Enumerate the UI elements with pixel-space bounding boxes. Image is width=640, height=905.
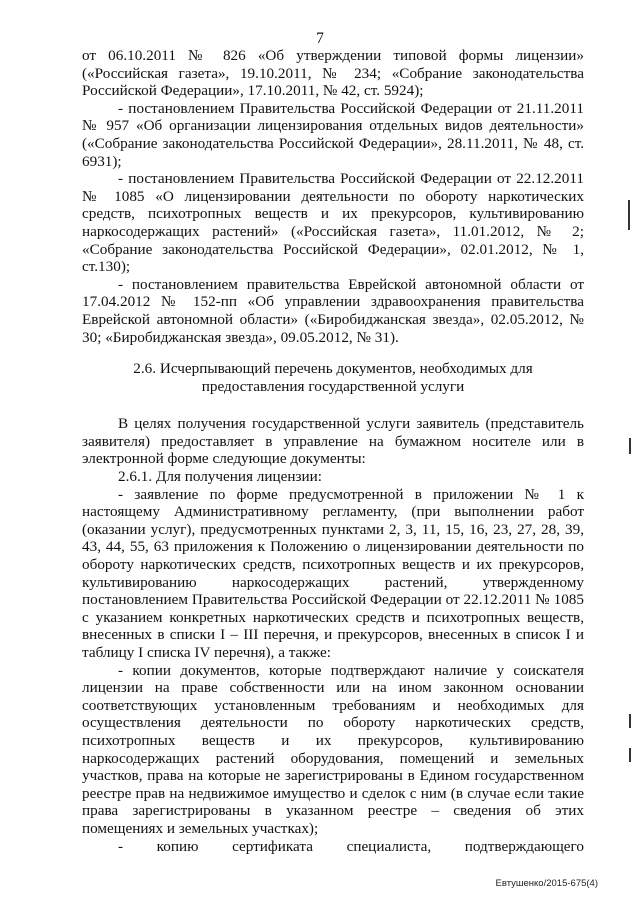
paragraph-decree-152pp: - постановлением правительства Еврейской автономной области от 17.04.2012 № 152-пп «Об управлении здравоохранения правительства Еврейской автономной области» («Биробиджанская звезда», 02.05.2012, № 30; «Биробиджанская звезда», 09.05.2012, № 31). xyxy=(82,275,584,346)
paragraph-subsection-2-6-1: 2.6.1. Для получения лицензии: xyxy=(118,468,322,486)
scan-edge-mark xyxy=(629,714,631,728)
paragraph-continuation: от 06.10.2011 № 826 «Об утверждении типовой формы лицензии» («Российская газета», 19.10.2011, № 234; «Собрание законодательства Российской Федерации», 17.10.2011, № 42, ст. 5924); xyxy=(82,47,584,100)
section-heading xyxy=(82,360,584,395)
scan-edge-mark xyxy=(629,748,631,762)
page-number: 7 xyxy=(316,30,324,47)
spacer xyxy=(82,395,584,415)
section-heading-line-1: 2.6. Исчерпывающий перечень документов, необходимых для xyxy=(133,360,533,378)
section-heading-line-2: предоставления государственной услуги xyxy=(201,377,465,395)
paragraph-certificate-copy: - копию сертификата специалиста, подтверждающего xyxy=(118,837,584,855)
paragraph-intro: В целях получения государственной услуги заявитель (представитель заявителя) предоставляет в управление на бумажном носителе или в электронной форме следующие документы: xyxy=(82,415,584,468)
paragraph-application-form: - заявление по форме предусмотренной в приложении № 1 к настоящему Административному регламенту, (при выполнении работ (оказании услуг), предусмотренных пунктами 2, 3, 11, 15, 16, 23, 27, 28, 39, 43, 44, 55, 63 приложения к Положению о лицензировании деятельности по обороту наркотических средств, психотропных веществ и их прекурсоров, культивированию наркосодержащих растений, утвержденному постановлением Правительства Российской Федерации от 22.12.2011 № 1085 с указанием конкретных наркотических средств и психотропных веществ, внесенных в списки I – III перечня, и прекурсоров, внесенных в список I и таблицу I списка IV перечня), а также: xyxy=(82,485,584,661)
paragraph-decree-957: - постановлением Правительства Российской Федерации от 21.11.2011 № 957 «Об организации лицензирования отдельных видов деятельности» («Собрание законодательства Российской Федерации», 28.11.2011, № 48, ст. 6931); xyxy=(82,99,584,170)
paragraph-document-copies: - копии документов, которые подтверждают наличие у соискателя лицензии на праве собственности или на ином законном основании соответствующих установленным требованиям и необходимых для осуществления деятельности по обороту наркотических средств, психотропных веществ и их прекурсоров, культивированию наркосодержащих растений оборудования, помещений и земельных участков, права на которые не зарегистрированы в Едином государственном реестре прав на недвижимое имущество и сделок с ним (в случае если такие права зарегистрированы в указанном реестре – сведения об этих помещениях и земельных участках); xyxy=(82,661,584,837)
document-body xyxy=(82,47,584,855)
footer-code: Евтушенко/2015-675(4) xyxy=(495,878,598,889)
scan-edge-mark xyxy=(628,200,630,230)
scan-edge-mark xyxy=(629,438,631,454)
paragraph-decree-1085: - постановлением Правительства Российской Федерации от 22.12.2011 № 1085 «О лицензировании деятельности по обороту наркотических средств, психотропных веществ и их прекурсоров, культивированию наркосодержащих растений» («Российская газета», 11.01.2012, № 2; «Собрание законодательства Российской Федерации», 02.01.2012, № 1, ст.130); xyxy=(82,170,584,276)
